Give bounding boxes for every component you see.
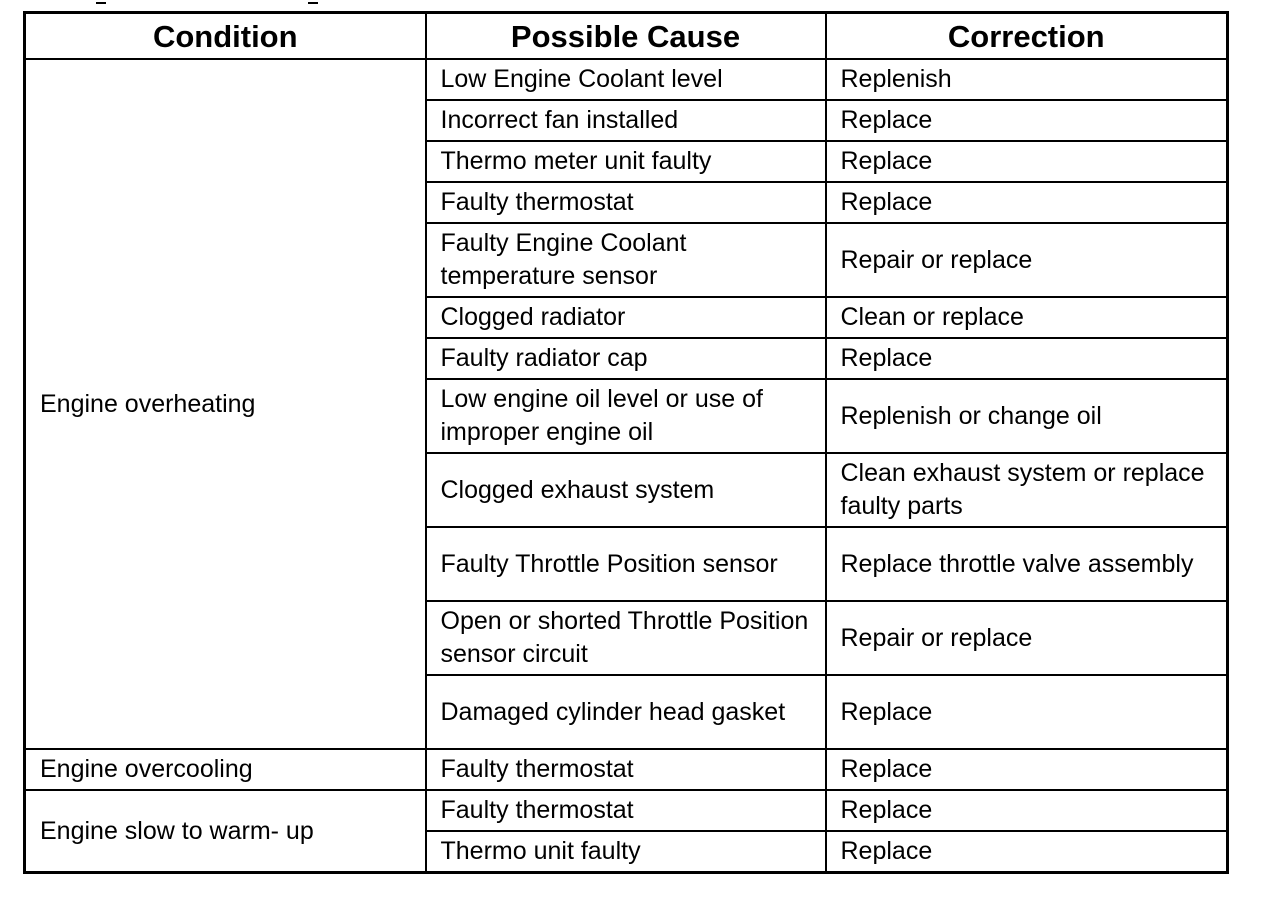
diagnosis-table bbox=[23, 11, 1229, 874]
correction-cell: Replace bbox=[826, 675, 1228, 749]
condition-cell: Engine overheating bbox=[25, 59, 426, 749]
header-correction: Correction bbox=[826, 13, 1228, 60]
cause-cell: Clogged exhaust system bbox=[426, 453, 826, 527]
cause-cell: Thermo meter unit faulty bbox=[426, 141, 826, 182]
condition-cell: Engine slow to warm- up bbox=[25, 790, 426, 873]
cause-cell: Faulty thermostat bbox=[426, 182, 826, 223]
cause-cell: Faulty Engine Coolant temperature sensor bbox=[426, 223, 826, 297]
correction-cell: Replenish or change oil bbox=[826, 379, 1228, 453]
table-row bbox=[25, 790, 1228, 831]
cause-cell: Low Engine Coolant level bbox=[426, 59, 826, 100]
page-top-marks bbox=[96, 2, 326, 5]
cause-cell: Faulty Throttle Position sensor bbox=[426, 527, 826, 601]
correction-cell: Replace bbox=[826, 338, 1228, 379]
cause-cell: Low engine oil level or use of improper engine oil bbox=[426, 379, 826, 453]
correction-cell: Replace bbox=[826, 790, 1228, 831]
cause-cell: Faulty thermostat bbox=[426, 790, 826, 831]
correction-cell: Replace bbox=[826, 141, 1228, 182]
cause-cell: Faulty radiator cap bbox=[426, 338, 826, 379]
correction-cell: Replace bbox=[826, 100, 1228, 141]
correction-cell: Replace bbox=[826, 749, 1228, 790]
condition-cell: Engine overcooling bbox=[25, 749, 426, 790]
cause-cell: Clogged radiator bbox=[426, 297, 826, 338]
cause-cell: Faulty thermostat bbox=[426, 749, 826, 790]
correction-cell: Replace bbox=[826, 182, 1228, 223]
cause-cell: Incorrect fan installed bbox=[426, 100, 826, 141]
table-row bbox=[25, 749, 1228, 790]
correction-cell: Repair or replace bbox=[826, 601, 1228, 675]
correction-cell: Replace throttle valve assembly bbox=[826, 527, 1228, 601]
correction-cell: Repair or replace bbox=[826, 223, 1228, 297]
correction-cell: Clean exhaust system or replace faulty parts bbox=[826, 453, 1228, 527]
header-condition: Condition bbox=[25, 13, 426, 60]
correction-cell: Replace bbox=[826, 831, 1228, 873]
header-possible-cause: Possible Cause bbox=[426, 13, 826, 60]
table-row bbox=[25, 59, 1228, 100]
correction-cell: Replenish bbox=[826, 59, 1228, 100]
cause-cell: Thermo unit faulty bbox=[426, 831, 826, 873]
cause-cell: Damaged cylinder head gasket bbox=[426, 675, 826, 749]
header-row bbox=[25, 13, 1228, 60]
cause-cell: Open or shorted Throttle Position sensor circuit bbox=[426, 601, 826, 675]
correction-cell: Clean or replace bbox=[826, 297, 1228, 338]
